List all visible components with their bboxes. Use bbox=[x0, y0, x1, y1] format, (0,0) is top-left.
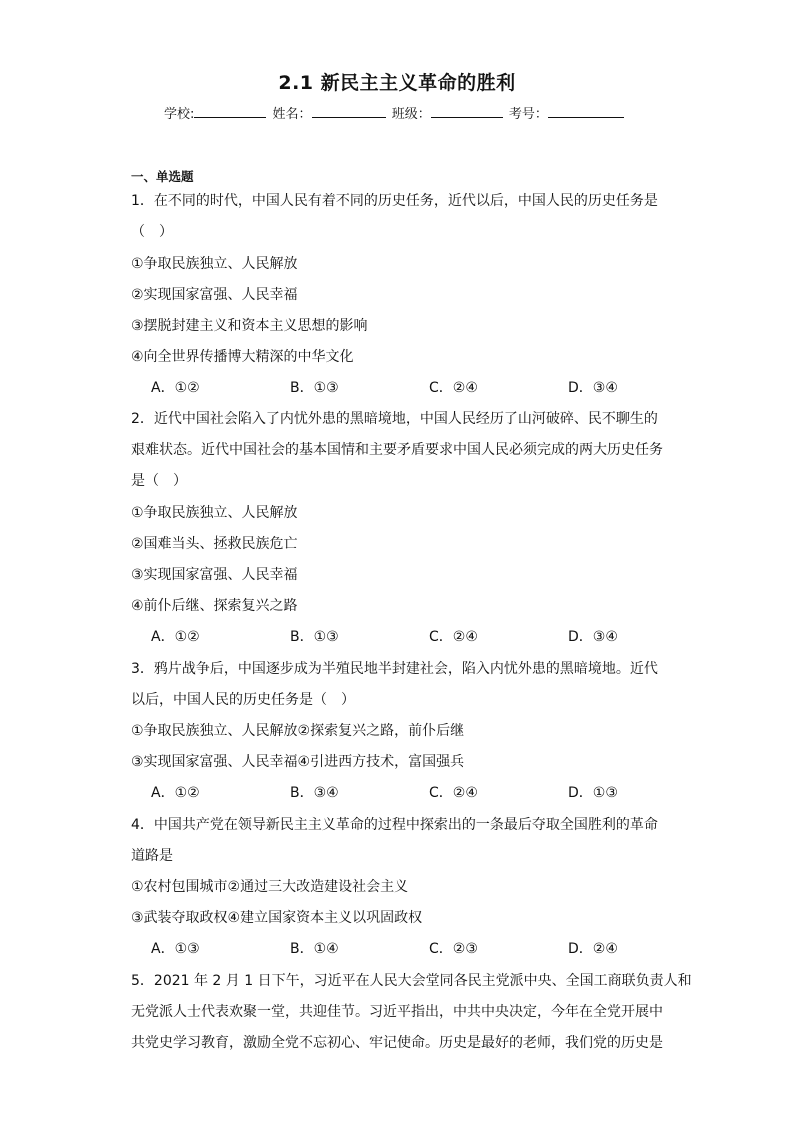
question-5-line: 共党史学习教育，激励全党不忘初心、牢记使命。历史是最好的老师，我们党的历史是 bbox=[131, 1035, 663, 1051]
question-2-item: ③实现国家富强、人民幸福 bbox=[131, 567, 298, 583]
student-info-row bbox=[164, 103, 626, 122]
option-a[interactable]: A．①② bbox=[151, 380, 200, 396]
question-4-line: 道路是 bbox=[131, 848, 173, 864]
question-1-item: ④向全世界传播博大精深的中华文化 bbox=[131, 349, 354, 365]
option-c[interactable]: C．②③ bbox=[429, 941, 478, 957]
question-2-options bbox=[151, 627, 707, 647]
question-3-options bbox=[151, 783, 707, 803]
question-2-item: ②国难当头、拯救民族危亡 bbox=[131, 536, 298, 552]
option-d[interactable]: D．③④ bbox=[568, 629, 618, 645]
question-5-line: 无党派人士代表欢聚一堂，共迎佳节。习近平指出，中共中央决定，今年在全党开展中 bbox=[131, 1004, 663, 1020]
school-blank[interactable] bbox=[194, 103, 266, 118]
question-2-line: 艰难状态。近代中国社会的基本国情和主要矛盾要求中国人民必须完成的两大历史任务 bbox=[131, 442, 663, 458]
option-a[interactable]: A．①② bbox=[151, 785, 200, 801]
question-4-line: 4．中国共产党在领导新民主主义革命的过程中探索出的一条最后夺取全国胜利的革命 bbox=[131, 817, 658, 833]
question-3-item: ③实现国家富强、人民幸福④引进西方技术，富国强兵 bbox=[131, 754, 465, 770]
option-b[interactable]: B．①③ bbox=[290, 380, 339, 396]
option-d[interactable]: D．③④ bbox=[568, 380, 618, 396]
option-c[interactable]: C．②④ bbox=[429, 380, 478, 396]
question-4-options bbox=[151, 939, 707, 959]
question-1-item: ①争取民族独立、人民解放 bbox=[131, 256, 298, 272]
question-2-item: ①争取民族独立、人民解放 bbox=[131, 505, 298, 521]
question-1-options bbox=[151, 378, 707, 398]
exam-number-label: 考号： bbox=[508, 107, 548, 122]
exam-number-blank[interactable] bbox=[548, 103, 624, 118]
question-2-item: ④前仆后继、探索复兴之路 bbox=[131, 598, 298, 614]
name-blank[interactable] bbox=[312, 103, 386, 118]
option-a[interactable]: A．①③ bbox=[151, 941, 200, 957]
question-1-line: 1．在不同的时代，中国人民有着不同的历史任务，近代以后，中国人民的历史任务是 bbox=[131, 193, 658, 209]
option-c[interactable]: C．②④ bbox=[429, 629, 478, 645]
question-2-line: 是（ ） bbox=[131, 473, 187, 489]
question-1-item: ②实现国家富强、人民幸福 bbox=[131, 287, 298, 303]
question-4-item: ③武装夺取政权④建立国家资本主义以巩固政权 bbox=[131, 910, 423, 926]
option-d[interactable]: D．②④ bbox=[568, 941, 618, 957]
option-d[interactable]: D．①③ bbox=[568, 785, 618, 801]
question-4-item: ①农村包围城市②通过三大改造建设社会主义 bbox=[131, 879, 409, 895]
name-label: 姓名： bbox=[272, 107, 312, 122]
question-2-line: 2．近代中国社会陷入了内忧外患的黑暗境地，中国人民经历了山河破碎、民不聊生的 bbox=[131, 411, 658, 427]
school-label: 学校: bbox=[164, 107, 195, 122]
class-label: 班级： bbox=[391, 107, 431, 122]
option-b[interactable]: B．①④ bbox=[290, 941, 339, 957]
option-b[interactable]: B．①③ bbox=[290, 629, 339, 645]
question-1-item: ③摆脱封建主义和资本主义思想的影响 bbox=[131, 318, 368, 334]
option-c[interactable]: C．②④ bbox=[429, 785, 478, 801]
question-5-line: 5．2021 年 2 月 1 日下午，习近平在人民大会堂同各民主党派中央、全国工商联负责人和 bbox=[131, 973, 692, 989]
class-blank[interactable] bbox=[431, 103, 503, 118]
page-title: 2.1 新民主主义革命的胜利 bbox=[278, 72, 516, 94]
option-b[interactable]: B．③④ bbox=[290, 785, 339, 801]
question-3-item: ①争取民族独立、人民解放②探索复兴之路，前仆后继 bbox=[131, 723, 465, 739]
section-title: 一、单选题 bbox=[131, 169, 194, 184]
question-3-line: 以后，中国人民的历史任务是（ ） bbox=[131, 692, 355, 708]
option-a[interactable]: A．①② bbox=[151, 629, 200, 645]
question-1-line: （ ） bbox=[131, 224, 173, 240]
question-3-line: 3．鸦片战争后，中国逐步成为半殖民地半封建社会，陷入内忧外患的黑暗境地。近代 bbox=[131, 661, 658, 677]
